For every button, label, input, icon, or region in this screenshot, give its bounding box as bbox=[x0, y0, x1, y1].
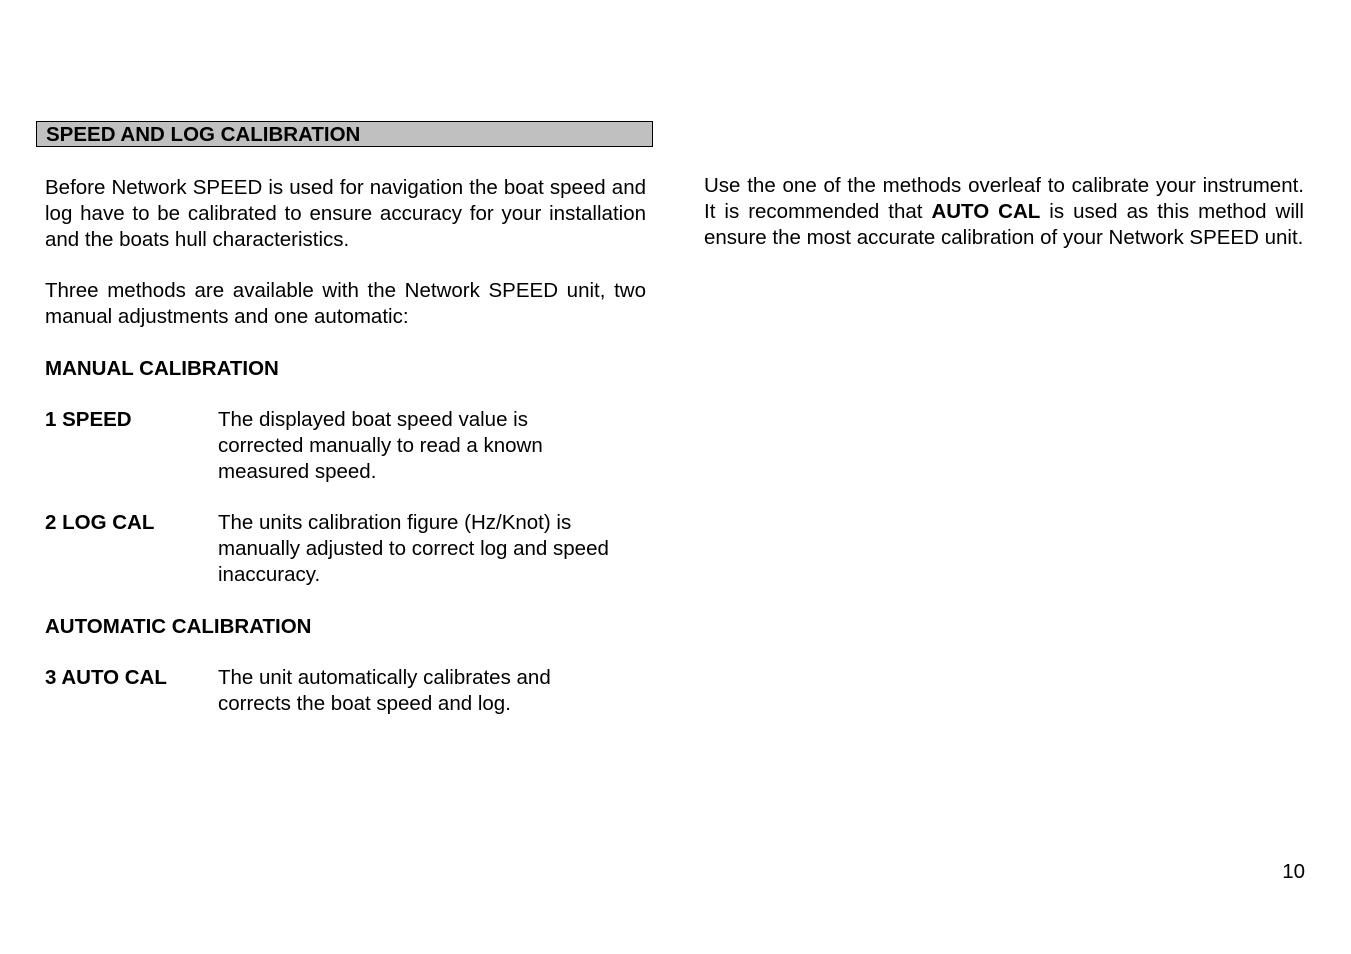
recommendation-text-start: Use the one of the methods overleaf to calibrate your instrument. It is recommended that bbox=[704, 174, 1304, 223]
automatic-calibration-heading: AUTOMATIC CALIBRATION bbox=[45, 615, 312, 638]
method-label-log-cal: 2 LOG CAL bbox=[45, 511, 155, 534]
method-description-auto-cal: The unit automatically calibrates and corrects the boat speed and log. bbox=[218, 666, 551, 715]
method-description-log-cal: The units calibration figure (Hz/Knot) is manually adjusted to correct log and speed inaccuracy. bbox=[218, 511, 609, 586]
recommendation-bold-term: AUTO CAL bbox=[931, 200, 1041, 223]
method-label-auto-cal: 3 AUTO CAL bbox=[45, 666, 167, 689]
method-description-speed: The displayed boat speed value is corrected manually to read a known measured speed. bbox=[218, 408, 543, 483]
method-label-speed: 1 SPEED bbox=[45, 408, 132, 431]
intro-paragraph: Before Network SPEED is used for navigation the boat speed and log have to be calibrated to ensure accuracy for your installation and the boats hull characteristics. bbox=[45, 176, 646, 251]
page-number: 10 bbox=[1282, 860, 1305, 883]
recommendation-paragraph bbox=[704, 173, 1304, 251]
manual-calibration-heading: MANUAL CALIBRATION bbox=[45, 357, 279, 380]
section-title: SPEED AND LOG CALIBRATION bbox=[46, 123, 361, 146]
recommendation-text-end: is used as this method will ensure the most accurate calibration of your Network SPEED unit. bbox=[704, 200, 1304, 249]
methods-paragraph: Three methods are available with the Network SPEED unit, two manual adjustments and one automatic: bbox=[45, 279, 646, 328]
section-title-bar bbox=[36, 121, 653, 147]
